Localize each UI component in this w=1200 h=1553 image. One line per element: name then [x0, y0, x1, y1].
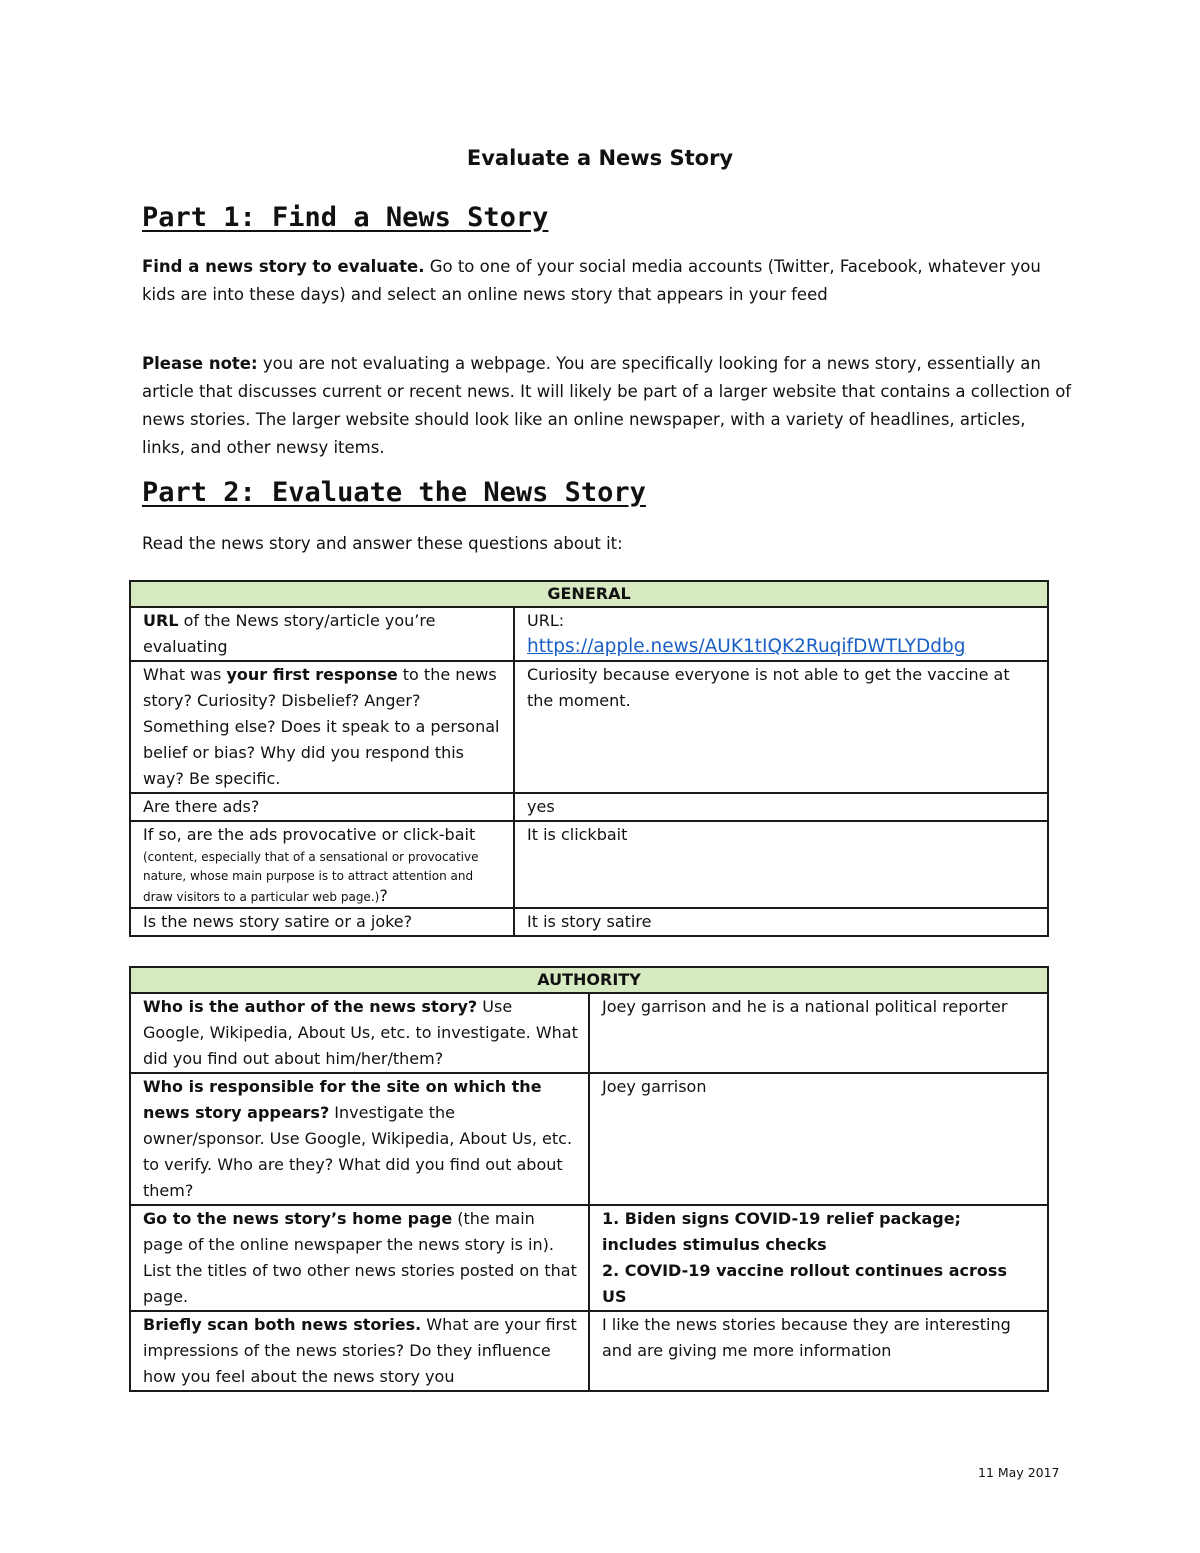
- answer-cell: It is clickbait: [514, 821, 1048, 908]
- part2-heading: Part 2: Evaluate the News Story: [142, 477, 646, 508]
- question-cell: [130, 1073, 589, 1205]
- question-cell: Are there ads?: [130, 793, 514, 821]
- authority-header: AUTHORITY: [130, 967, 1048, 993]
- table-row: [130, 1311, 1048, 1391]
- q-url-bold: URL: [143, 611, 179, 630]
- find-bold: Find a news story to evaluate.: [142, 257, 425, 276]
- answer-cell: [514, 607, 1048, 661]
- part1-heading: Part 1: Find a News Story: [142, 202, 549, 233]
- q-scan-bold: Briefly scan both news stories.: [143, 1315, 422, 1334]
- question-cell: [130, 1205, 589, 1311]
- q-url-text: of the News story/article you’re evaluating: [143, 611, 436, 656]
- find-instructions: [142, 253, 1072, 309]
- answer-cell: I like the news stories because they are interesting and are giving me more information: [589, 1311, 1048, 1391]
- answer-cell: yes: [514, 793, 1048, 821]
- question-cell: Is the news story satire or a joke?: [130, 908, 514, 936]
- find-text: Go to one of your social media accounts (Twitter, Facebook, whatever you kids are into these days) and select an online news story that appears in your feed: [142, 257, 1041, 304]
- q-author-text: Use Google, Wikipedia, About Us, etc. to investigate. What did you find out about him/her/them?: [143, 997, 578, 1068]
- note-paragraph: [142, 350, 1072, 462]
- q-ads-end: ?: [379, 886, 388, 905]
- question-cell: [130, 993, 589, 1073]
- clickbait-definition-text: (content, especially that of a sensational or provocative nature, whose main purpose is to attract attention and draw visitors to a particular web page.): [143, 850, 479, 904]
- table-row: [130, 993, 1048, 1073]
- table-row: [130, 607, 1048, 661]
- q-home-bold: Go to the news story’s home page: [143, 1209, 453, 1228]
- table-row: [130, 1205, 1048, 1311]
- article-url-link[interactable]: https://apple.news/AUK1tIQK2RuqifDWTLYDdbg: [527, 636, 966, 657]
- q-site-text: Investigate the owner/sponsor. Use Google, Wikipedia, About Us, etc. to verify. Who are they? What did you find out about them?: [143, 1103, 573, 1200]
- table-row: [130, 1073, 1048, 1205]
- answer-cell: Joey garrison and he is a national political reporter: [589, 993, 1048, 1073]
- list-item: 2. COVID-19 vaccine rollout continues across US: [602, 1261, 1007, 1306]
- q-author-bold: Who is the author of the news story?: [143, 997, 478, 1016]
- question-cell: [130, 661, 514, 793]
- url-label: URL:: [527, 611, 565, 630]
- table-row: [130, 821, 1048, 908]
- document-title: Evaluate a News Story: [466, 146, 734, 170]
- clickbait-definition: [143, 848, 503, 907]
- answer-cell: Joey garrison: [589, 1073, 1048, 1205]
- question-cell: [130, 1311, 589, 1391]
- q-site-bold: Who is responsible for the site on which the news story appears?: [143, 1077, 542, 1122]
- table-row: [130, 908, 1048, 936]
- authority-table: [129, 966, 1049, 1392]
- q-response-bold: your first response: [226, 665, 398, 684]
- q-home-text: (the main page of the online newspaper the news story is in). List the titles of two other news stories posted on that page.: [143, 1209, 577, 1306]
- footer-date: 11 May 2017: [978, 1465, 1060, 1480]
- q-ads-text: If so, are the ads provocative or click-bait: [143, 825, 476, 844]
- general-header: GENERAL: [130, 581, 1048, 607]
- table-row: [130, 793, 1048, 821]
- note-bold: Please note:: [142, 354, 258, 373]
- note-text: you are not evaluating a webpage. You are specifically looking for a news story, essentially an article that discusses current or recent news. It will likely be part of a larger website that contains a collection of news stories. The larger website should look like an online newspaper, with a variety of headlines, articles, links, and other newsy items.: [142, 354, 1072, 457]
- authority-header-row: [130, 967, 1048, 993]
- answer-cell: Curiosity because everyone is not able to get the vaccine at the moment.: [514, 661, 1048, 793]
- answer-cell: It is story satire: [514, 908, 1048, 936]
- question-cell: [130, 821, 514, 908]
- general-header-row: [130, 581, 1048, 607]
- q-response-pre: What was: [143, 665, 227, 684]
- general-table: [129, 580, 1049, 937]
- q-response-text: to the news story? Curiosity? Disbelief? Anger? Something else? Does it speak to a personal belief or bias? Why did you respond this way? Be specific.: [143, 665, 500, 788]
- table-row: [130, 661, 1048, 793]
- answer-cell: [589, 1205, 1048, 1311]
- list-item: 1. Biden signs COVID-19 relief package; includes stimulus checks: [602, 1209, 961, 1254]
- q-scan-text: What are your first impressions of the news stories? Do they influence how you feel about the news story you: [143, 1315, 577, 1386]
- question-cell: [130, 607, 514, 661]
- part2-intro: Read the news story and answer these questions about it:: [142, 534, 623, 553]
